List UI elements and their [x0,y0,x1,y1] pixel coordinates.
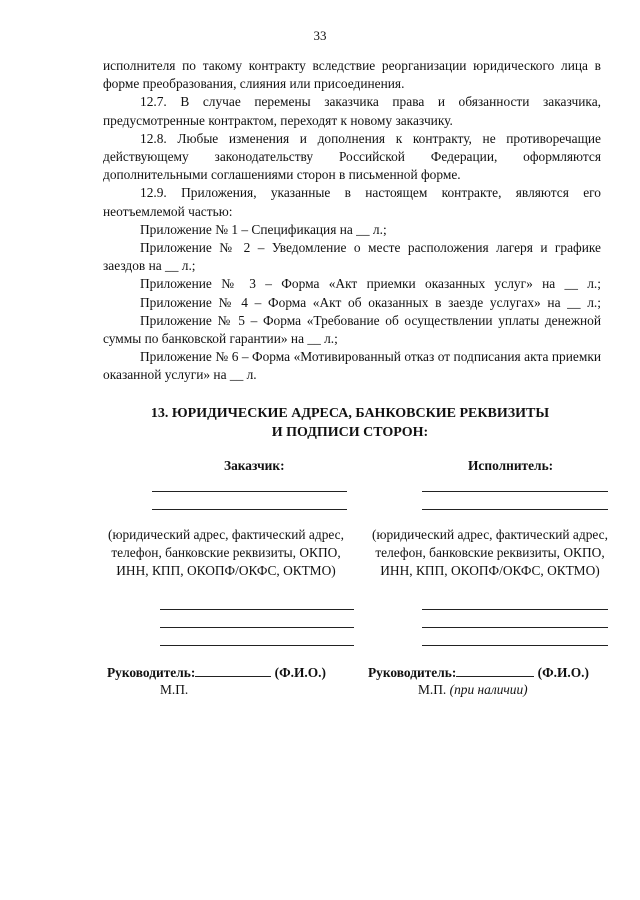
customer-title: Заказчик: [224,458,285,473]
section-13-heading-line2: И ПОДПИСИ СТОРОН: [271,425,429,440]
appendix-3: Приложение № 3 – Форма «Акт приемки оказанных услуг» на __ л.; [140,276,601,292]
contractor-caption: (юридический адрес, фактический адрес, телефон, банковские реквизиты, ОКПО, ИНН, КПП, ОКОПФ/ОКФС, ОКТМО) [372,527,608,579]
contract-body [103,57,601,385]
contractor-line [422,491,608,492]
appendix-1: Приложение № 1 – Спецификация на __ л.; [140,221,387,237]
appendix-6: Приложение № 6 – Форма «Мотивированный отказ от подписания акта приемки оказанной услуги» на __ л. [103,349,601,383]
appendix-5: Приложение № 5 – Форма «Требование об осуществлении уплаты денежной суммы по банковской гарантии» на __ л.; [103,312,601,347]
contractor-line [422,609,608,610]
contractor-signature-label: Руководитель: [368,665,457,680]
customer-caption: (юридический адрес, фактический адрес, телефон, банковские реквизиты, ОКПО, ИНН, КПП, ОКОПФ/ОКФС, ОКТМО) [108,527,344,579]
contractor-signature-blank [456,665,534,677]
customer-line [160,609,354,610]
contractor-stamp-label: М.П. [418,682,447,697]
paragraph-12-9: 12.9. Приложения, указанные в настоящем контракте, являются его неотъемлемой частью: [103,185,601,219]
paragraph-12-8: 12.8. Любые изменения и дополнения к контракту, не противоречащие действующему законодательству Российской Федерации, оформляются дополнительными соглашениями сторон в письменной форме. [103,130,601,183]
customer-signature [107,665,326,681]
appendix-2: Приложение № 2 – Уведомление о месте расположения лагеря и графике заездов на __ л.; [103,240,601,274]
contractor-stamp-note: (при наличии) [449,682,528,697]
appendix-4: Приложение № 4 – Форма «Акт об оказанных в заезде услугах» на __ л.; [140,294,601,310]
page-number: 33 [313,28,327,43]
paragraph-continuation: исполнителя по такому контракту вследствие реорганизации юридического лица в форме преобразования, слияния или присоединения. [103,58,601,92]
contractor-line [422,627,608,628]
contractor-line [422,509,608,510]
contractor-line [422,645,608,646]
section-13-heading-line1: 13. ЮРИДИЧЕСКИЕ АДРЕСА, БАНКОВСКИЕ РЕКВИЗИТЫ [150,406,550,421]
customer-signature-suffix: (Ф.И.О.) [274,665,326,680]
contractor-title: Исполнитель: [468,458,554,473]
customer-line [152,491,347,492]
contractor-signature-suffix: (Ф.И.О.) [537,665,589,680]
contractor-signature [368,665,589,681]
paragraph-12-7: 12.7. В случае перемены заказчика права и обязанности заказчика, предусмотренные контрактом, переходят к новому заказчику. [103,94,601,128]
section-13-heading [100,404,600,442]
customer-line [160,645,354,646]
customer-signature-label: Руководитель: [107,665,196,680]
customer-stamp: М.П. [160,682,189,697]
customer-line [160,627,354,628]
customer-signature-blank [195,665,271,677]
contractor-stamp [418,682,528,698]
customer-line [152,509,347,510]
